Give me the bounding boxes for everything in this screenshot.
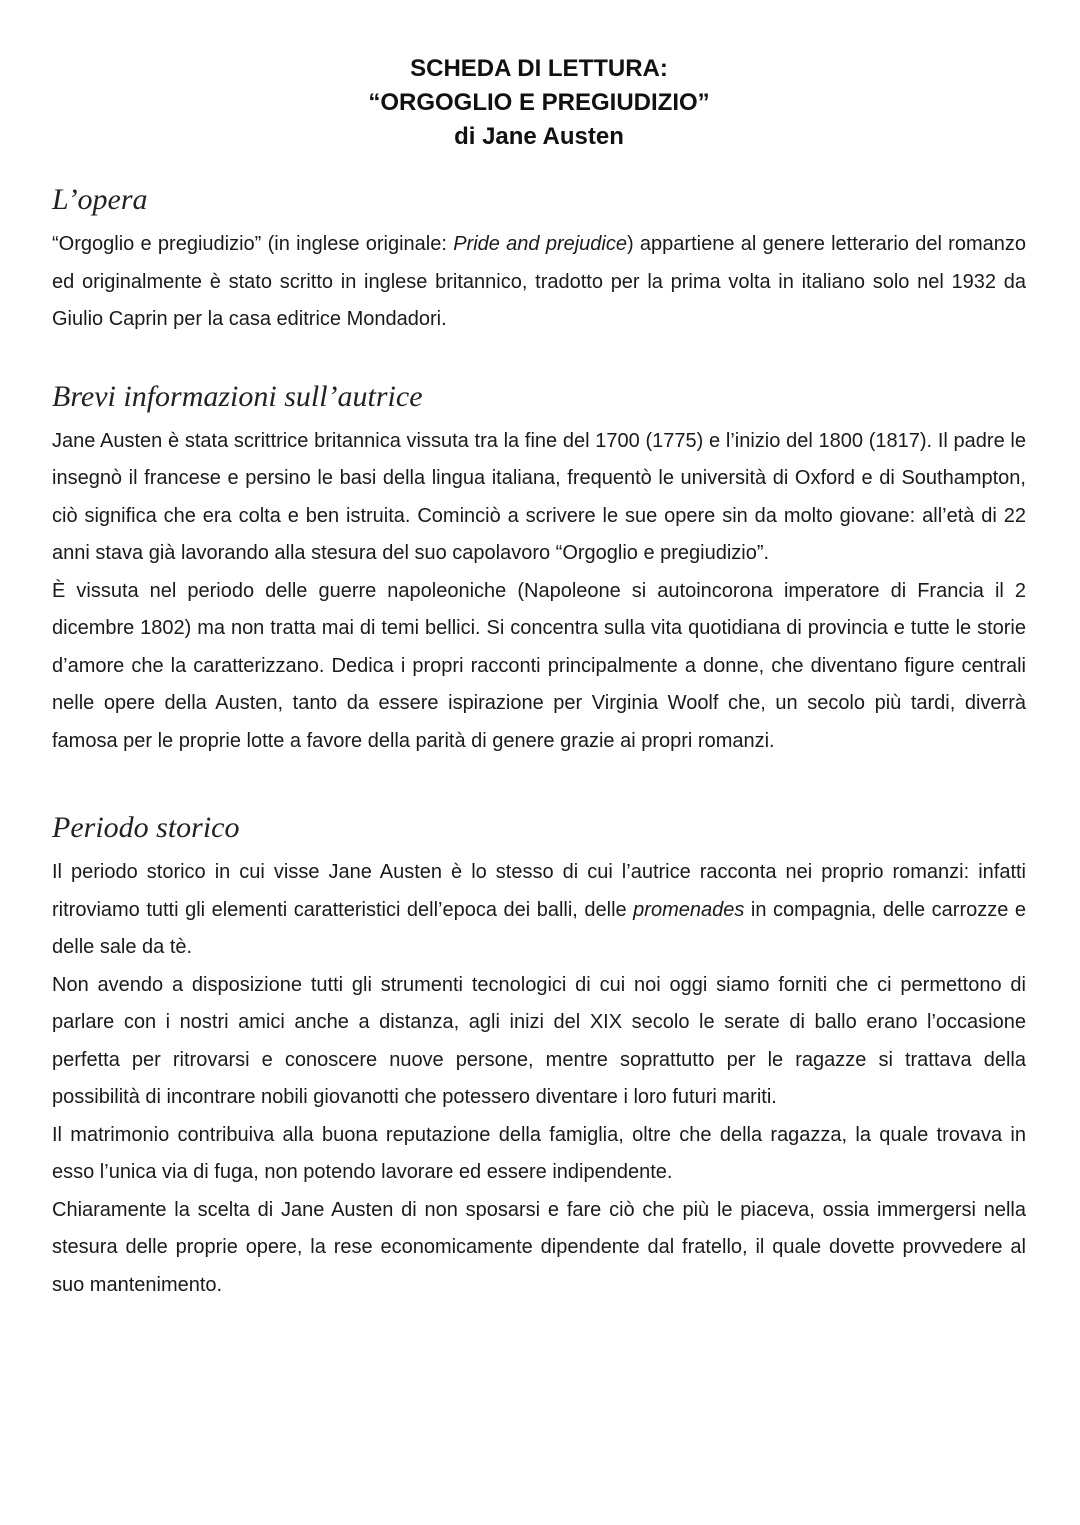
periodo-text-b: in compagnia, delle carrozze e delle sale da tè. (52, 898, 1026, 958)
section-periodo (52, 810, 1026, 1304)
section-heading-opera: L’opera (52, 183, 148, 216)
autrice-paragraph-2: È vissuta nel periodo delle guerre napoleoniche (Napoleone si autoincorona imperatore di Francia il 2 dicembre 1802) ma non tratta mai di temi bellici. Si concentra sulla vita quotidiana di provincia e tutte le storie d’amore che la caratterizzano. Dedica i propri racconti principalmente a donne, che diventano figure centrali nelle opere della Austen, tanto da essere ispirazione per Virginia Woolf che, un secolo più tardi, diverrà famosa per le proprie lotte a favore della parità di genere grazie ai propri romanzi. (52, 579, 1026, 752)
periodo-promenades-italic: promenades (633, 898, 745, 921)
section-opera (52, 182, 1026, 339)
title-line-2: “ORGOGLIO E PREGIUDIZIO” (368, 89, 710, 116)
periodo-paragraph-1 (52, 854, 1026, 967)
section-heading-periodo: Periodo storico (52, 811, 240, 844)
opera-paragraph (52, 226, 1026, 339)
section-heading-autrice: Brevi informazioni sull’autrice (52, 379, 423, 413)
title-line-1: SCHEDA DI LETTURA: (410, 55, 668, 82)
periodo-paragraph-3: Il matrimonio contribuiva alla buona reputazione della famiglia, oltre che della ragazza, la quale trovava in esso l’unica via di fuga, non potendo lavorare ed essere indipendente. (52, 1123, 1026, 1183)
title-line-3: di Jane Austen (454, 123, 624, 150)
opera-text-b: ) appartiene al genere letterario del romanzo ed originalmente è stato scritto in inglese britannico, tradotto per la prima volta in italiano solo nel 1932 da Giulio Caprin per la casa editrice Mondadori. (52, 233, 1026, 330)
opera-text-a: “Orgoglio e pregiudizio” (in inglese originale: (52, 233, 454, 255)
autrice-paragraph-1: Jane Austen è stata scrittrice britannica vissuta tra la fine del 1700 (1775) e l’inizio del 1800 (1817). Il padre le insegnò il francese e persino le basi della lingua italiana, frequentò le università di Oxford e di Southampton, ciò significa che era colta e ben istruita. Cominciò a scrivere le sue opere sin da molto giovane: all’età di 22 anni stava già lavorando alla stesura del suo capolavoro “Orgoglio e pregiudizio”. (52, 429, 1026, 564)
periodo-paragraph-2: Non avendo a disposizione tutti gli strumenti tecnologici di cui noi oggi siamo forniti che ci permettono di parlare con i nostri amici anche a distanza, agli inizi del XIX secolo le serate di ballo erano l’occasione perfetta per ritrovarsi e conoscere nuove persone, mentre soprattutto per le ragazze si trattava della possibilità di incontrare nobili giovanotti che potessero diventare i loro futuri mariti. (52, 973, 1026, 1108)
opera-title-italic: Pride and prejudice (453, 233, 627, 255)
periodo-text-a: Il periodo storico in cui visse Jane Austen è lo stesso di cui l’autrice racconta nei proprio romanzi: infatti ritroviamo tutti gli elementi caratteristici dell’epoca dei balli, delle (52, 861, 1026, 921)
document-title (52, 52, 1026, 154)
periodo-paragraph-4: Chiaramente la scelta di Jane Austen di non sposarsi e fare ciò che più le piaceva, ossia immergersi nella stesura delle proprie opere, la rese economicamente dipendente dal fratello, il quale dovette provvedere al suo mantenimento. (52, 1198, 1026, 1296)
section-autrice (52, 379, 1026, 761)
